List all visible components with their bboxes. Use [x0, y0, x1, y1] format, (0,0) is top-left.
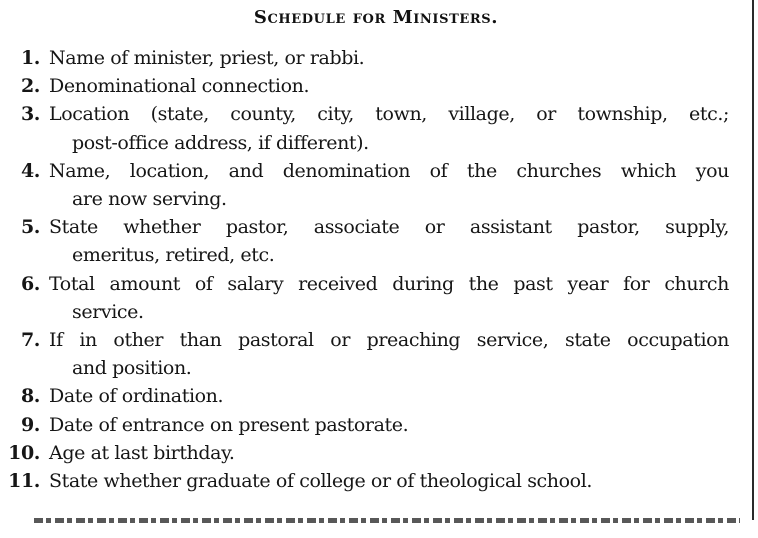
item-text-line: Location (state, county, city, town, village, or township, etc.; — [49, 103, 729, 126]
schedule-list — [0, 44, 752, 495]
item-number: 4. — [20, 159, 40, 182]
item-number: 3. — [20, 103, 40, 126]
item-text: Name of minister, priest, or rabbi. — [49, 47, 365, 69]
item-text-continuation: emeritus, retired, etc. — [72, 244, 275, 267]
list-item — [0, 439, 752, 467]
cropped-next-line — [34, 518, 740, 523]
item-number: 1. — [20, 47, 40, 69]
item-text-continuation: are now serving. — [72, 188, 227, 211]
schedule-title: Schedule for Ministers. — [253, 7, 499, 28]
item-text-continuation: service. — [72, 300, 144, 323]
list-item — [0, 467, 752, 495]
list-item — [0, 44, 752, 72]
list-item — [0, 411, 752, 439]
list-item — [0, 157, 752, 213]
list-item — [0, 382, 752, 410]
item-text — [49, 157, 729, 213]
item-number: 9. — [20, 413, 40, 436]
item-text: Age at last birthday. — [49, 441, 235, 464]
list-item — [0, 326, 752, 382]
list-item — [0, 100, 752, 156]
item-number: 7. — [20, 329, 40, 352]
item-text-continuation: post-office address, if different). — [72, 131, 369, 154]
item-number: 10. — [8, 441, 40, 464]
item-number: 2. — [20, 75, 40, 98]
list-item — [0, 213, 752, 269]
item-text: State whether graduate of college or of theological school. — [49, 470, 593, 493]
item-text — [49, 270, 729, 326]
item-text — [49, 326, 729, 382]
item-text-line: Name, location, and denomination of the churches which you — [49, 159, 729, 182]
item-text-line: State whether pastor, associate or assistant pastor, supply, — [49, 216, 729, 239]
item-text-continuation: and position. — [72, 357, 192, 380]
item-text: Date of ordination. — [49, 385, 224, 408]
item-number: 11. — [8, 470, 40, 493]
list-item — [0, 270, 752, 326]
item-text: Denominational connection. — [49, 75, 310, 98]
item-number: 5. — [20, 216, 40, 239]
item-text-line: If in other than pastoral or preaching service, state occupation — [49, 329, 729, 352]
list-item — [0, 72, 752, 100]
item-number: 8. — [20, 385, 40, 408]
item-text: Date of entrance on present pastorate. — [49, 413, 409, 436]
item-number: 6. — [20, 272, 40, 295]
item-text — [49, 213, 729, 269]
item-text-line: Total amount of salary received during the past year for church — [49, 272, 729, 295]
item-text — [49, 100, 729, 156]
page-edge-rule — [752, 0, 754, 520]
